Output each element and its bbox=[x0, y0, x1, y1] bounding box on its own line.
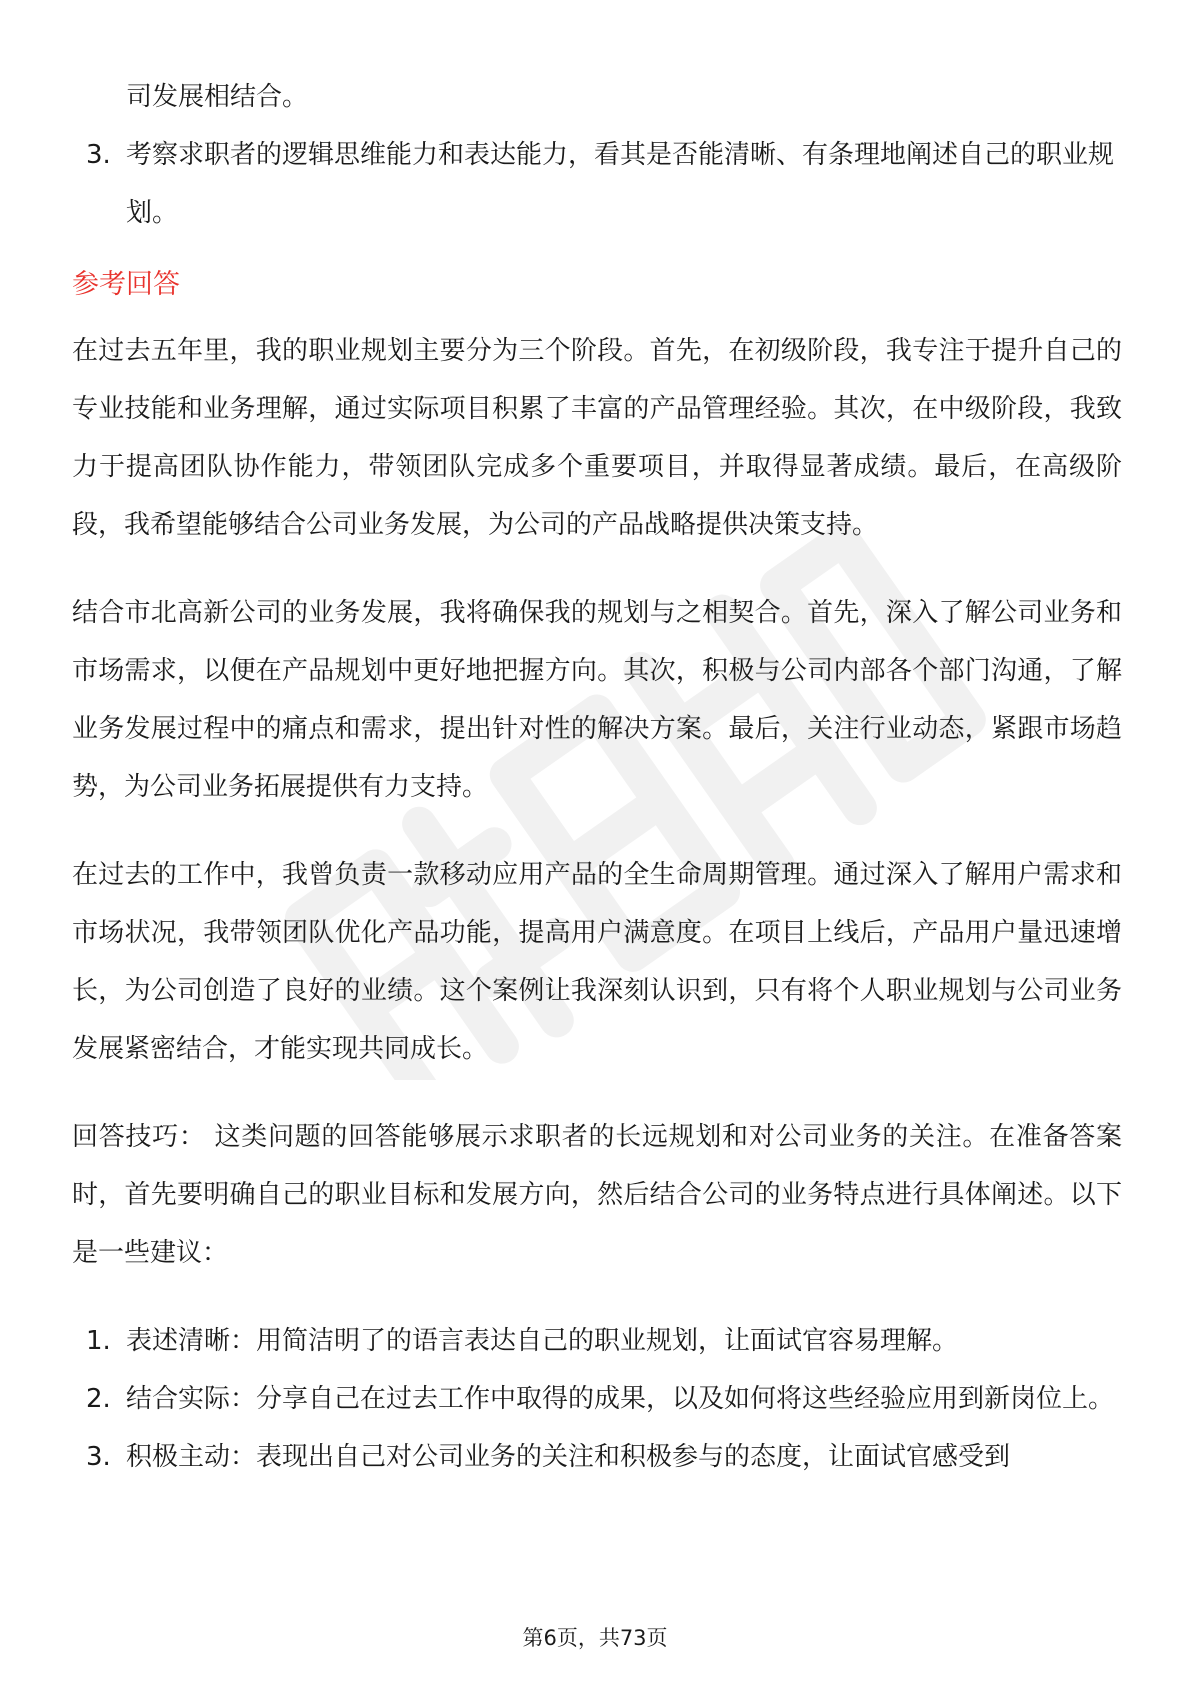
list-item-text: 表述清晰：用简洁明了的语言表达自己的职业规划，让面试官容易理解。 bbox=[126, 1326, 959, 1356]
paragraph-tips-intro: 回答技巧： 这类问题的回答能够展示求职者的长远规划和对公司业务的关注。在准备答案时，首先要明确自己的职业目标和发展方向，然后结合公司的业务特点进行具体阐述。以下是一些建议： bbox=[72, 1122, 1122, 1268]
list-item-text: 结合实际：分享自己在过去工作中取得的成果，以及如何将这些经验应用到新岗位上。 bbox=[126, 1384, 1115, 1414]
top-list bbox=[72, 68, 1122, 242]
list-item bbox=[72, 1428, 1122, 1486]
document-body bbox=[72, 68, 1122, 1486]
list-item-text: 考察求职者的逻辑思维能力和表达能力，看其是否能清晰、有条理地阐述自己的职业规划。 bbox=[126, 140, 1115, 228]
list-item-continuation: 司发展相结合。 bbox=[126, 82, 309, 112]
list-item bbox=[72, 126, 1122, 242]
list-item-text: 积极主动：表现出自己对公司业务的关注和积极参与的态度，让面试官感受到 bbox=[126, 1442, 1011, 1472]
list-item-number: 2. bbox=[86, 1384, 111, 1414]
paragraph-2: 结合市北高新公司的业务发展，我将确保我的规划与之相契合。首先，深入了解公司业务和市场需求，以便在产品规划中更好地把握方向。其次，积极与公司内部各个部门沟通，了解业务发展过程中的痛点和需求，提出针对性的解决方案。最后，关注行业动态，紧跟市场趋势，为公司业务拓展提供有力支持。 bbox=[72, 598, 1122, 802]
page-footer: 第6页，共73页 bbox=[522, 1626, 668, 1650]
list-item-number: 1. bbox=[86, 1326, 111, 1356]
tips-list bbox=[72, 1312, 1122, 1486]
list-item-number: 3. bbox=[86, 1442, 111, 1472]
paragraph-1: 在过去五年里，我的职业规划主要分为三个阶段。首先，在初级阶段，我专注于提升自己的专业技能和业务理解，通过实际项目积累了丰富的产品管理经验。其次，在中级阶段，我致力于提高团队协作能力，带领团队完成多个重要项目，并取得显著成绩。最后，在高级阶段，我希望能够结合公司业务发展，为公司的产品战略提供决策支持。 bbox=[72, 336, 1122, 540]
list-item bbox=[72, 1370, 1122, 1428]
list-item bbox=[72, 1312, 1122, 1370]
list-item-number: 3. bbox=[86, 140, 111, 170]
paragraph-3: 在过去的工作中，我曾负责一款移动应用产品的全生命周期管理。通过深入了解用户需求和市场状况，我带领团队优化产品功能，提高用户满意度。在项目上线后，产品用户量迅速增长，为公司创造了良好的业绩。这个案例让我深刻认识到，只有将个人职业规划与公司业务发展紧密结合，才能实现共同成长。 bbox=[72, 860, 1122, 1064]
section-heading: 参考回答 bbox=[72, 269, 180, 300]
